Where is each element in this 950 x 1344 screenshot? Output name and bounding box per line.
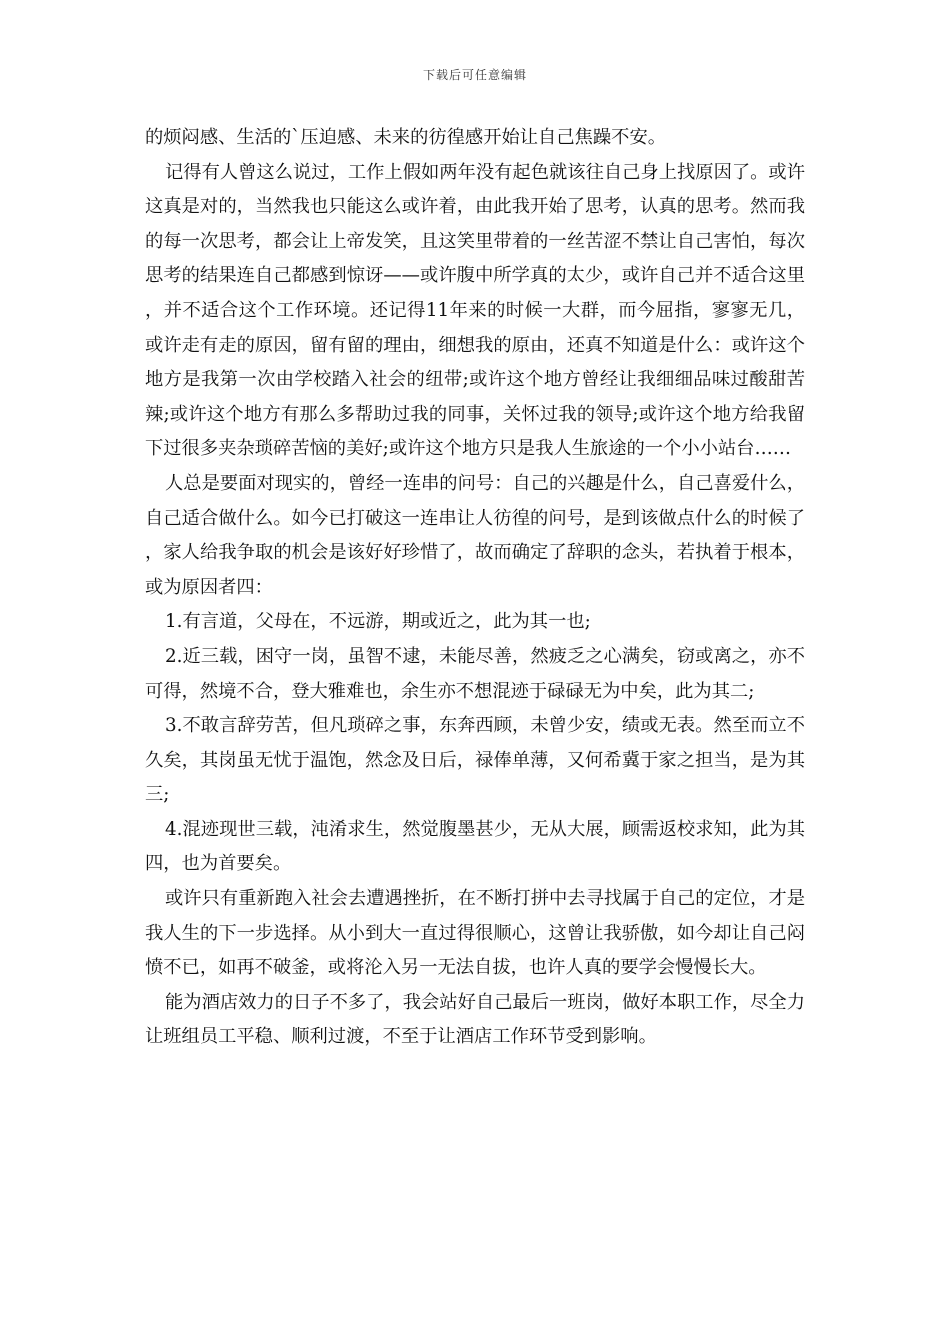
list-item-reason-3: 3.不敢言辞劳苦，但凡琐碎之事，东奔西顾，未曾少安，绩或无表。然至而立不久矣，其岗虽无忧于温饱，然念及日后，禄俸单薄，又何希冀于家之担当，是为其三; — [145, 715, 805, 806]
list-item-reason-4: 4.混迹现世三载，沌淆求生，然觉腹墨甚少，无从大展，顾需返校求知，此为其四，也为首要矣。 — [145, 818, 805, 875]
paragraph-continuation: 的烦闷感、生活的`压迫感、未来的彷徨感开始让自己焦躁不安。 — [145, 127, 667, 148]
paragraph-reflection: 记得有人曾这么说过，工作上假如两年没有起色就该往自己身上找原因了。或许这真是对的，当然我也只能这么或许着，由此我开始了思考，认真的思考。然而我的每一次思考，都会让上帝发笑，且这笑里带着的一丝苦涩不禁让自己害怕，每次思考的结果连自己都感到惊讶——或许腹中所学真的太少，或许自己并不适合这里，并不适合这个工作环境。还记得11年来的时候一大群，而今屈指，寥寥无几，或许走有走的原因，留有留的理由，细想我的原由，还真不知道是什么：或许这个地方是我第一次由学校踏入社会的纽带;或许这个地方曾经让我细细品味过酸甜苦辣;或许这个地方有那么多帮助过我的同事，关怀过我的领导;或许这个地方给我留下过很多夹杂琐碎苦恼的美好;或许这个地方只是我人生旅途的一个小小站台…… — [145, 161, 805, 460]
paragraph-reasons-intro: 人总是要面对现实的，曾经一连串的问号：自己的兴趣是什么，自己喜爱什么，自己适合做什么。如今已打破这一连串让人彷徨的问号，是到该做点什么的时候了，家人给我争取的机会是该好好珍惜了，故而确定了辞职的念头，若执着于根本，或为原因者四： — [145, 472, 805, 598]
list-item-reason-1: 1.有言道，父母在，不远游，期或近之，此为其一也; — [165, 611, 591, 633]
document-body — [145, 121, 805, 1055]
paragraph-next-step: 或许只有重新跑入社会去遭遇挫折，在不断打拼中去寻找属于自己的定位，才是我人生的下一步选择。从小到大一直过得很顺心，这曾让我骄傲，如今却让自己闷愤不已，如再不破釜，或将沦入另一无法自拔，也许人真的要学会慢慢长大。 — [145, 888, 805, 979]
page-header: 下载后可任意编辑 — [422, 68, 527, 82]
paragraph-closing: 能为酒店效力的日子不多了，我会站好自己最后一班岗，做好本职工作，尽全力让班组员工平稳、顺利过渡，不至于让酒店工作环节受到影响。 — [145, 991, 805, 1048]
list-item-reason-2: 2.近三载，困守一岗，虽智不逮，未能尽善，然疲乏之心满矣，窃或离之，亦不可得，然境不合，登大雅难也，余生亦不想混迹于碌碌无为中矣，此为其二; — [145, 645, 805, 702]
